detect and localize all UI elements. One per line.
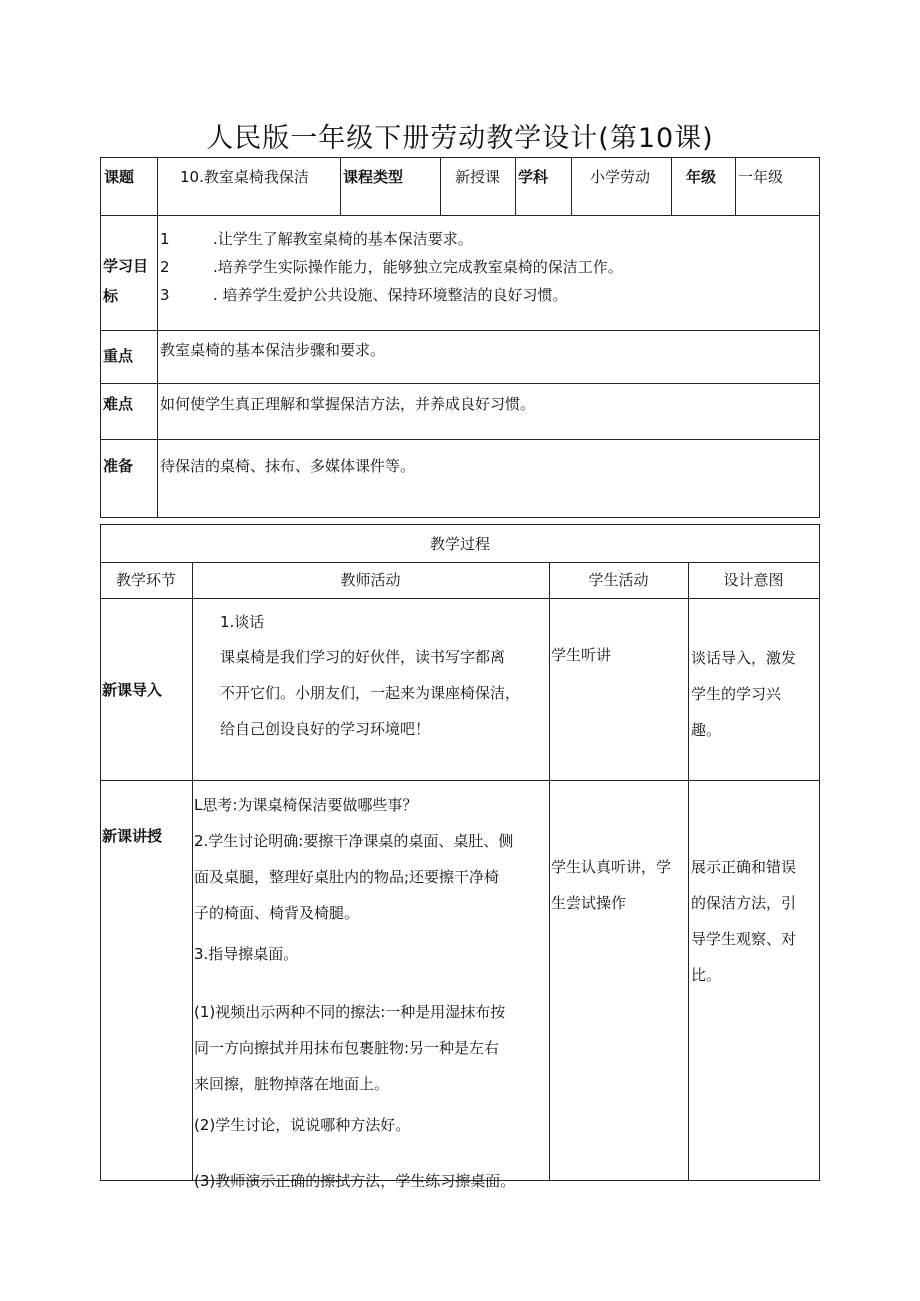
grade-value: 一年级 bbox=[738, 168, 784, 186]
teacher-line: (3)教师演示正确的擦拭方法，学生练习擦桌面。 bbox=[194, 1172, 516, 1190]
difficulty-label: 难点 bbox=[103, 395, 134, 413]
objective-number: 1 bbox=[160, 230, 170, 248]
intent-line: 谈话导入，激发 bbox=[691, 649, 797, 667]
course-type-value: 新授课 bbox=[455, 168, 501, 186]
objectives-label-cont: 标 bbox=[103, 287, 119, 305]
objectives-label: 学习目 bbox=[103, 257, 149, 275]
teacher-line: 来回擦，脏物掉落在地面上。 bbox=[194, 1075, 390, 1093]
teacher-line: 面及桌腿，整理好桌肚内的物品;还要擦干净椅 bbox=[194, 868, 500, 886]
document-title: 人民版一年级下册劳动教学设计(第10课) bbox=[206, 123, 714, 154]
intent-line: 学生的学习兴 bbox=[691, 685, 782, 703]
teacher-line: L思考:为课桌椅保洁要做哪些事？ bbox=[194, 796, 418, 814]
objective-text: .培养学生实际操作能力，能够独立完成教室桌椅的保洁工作。 bbox=[213, 258, 623, 276]
teacher-line: (2)学生讨论，说说哪种方法好。 bbox=[194, 1116, 411, 1134]
stage-label: 新课导入 bbox=[102, 681, 163, 699]
preparation-label: 准备 bbox=[103, 457, 134, 475]
header-student: 学生活动 bbox=[588, 571, 649, 589]
objective-number: 3 bbox=[160, 286, 170, 304]
intent-line: 展示正确和错误 bbox=[691, 858, 797, 876]
process-title: 教学过程 bbox=[429, 535, 490, 553]
course-value: 10.教室桌椅我保洁 bbox=[180, 168, 309, 186]
student-line: 生尝试操作 bbox=[551, 894, 627, 912]
teacher-line: 2.学生讨论明确:要擦干净课桌的桌面、桌肚、侧 bbox=[194, 832, 514, 850]
teacher-line: 3.指导擦桌面。 bbox=[194, 945, 299, 963]
objective-text: .让学生了解教室桌椅的基本保洁要求。 bbox=[213, 230, 473, 248]
teacher-line: 课桌椅是我们学习的好伙伴，读书写字都离 bbox=[220, 648, 506, 666]
header-stage: 教学环节 bbox=[115, 571, 176, 589]
teacher-line: 给自己创设良好的学习环境吧！ bbox=[220, 720, 431, 738]
intent-line: 导学生观察、对 bbox=[691, 930, 797, 948]
teacher-line: 1.谈话 bbox=[220, 613, 265, 631]
teacher-line-cut bbox=[190, 1168, 550, 1190]
teacher-line: 子的椅面、椅背及椅腿。 bbox=[194, 904, 360, 922]
key-point-value: 教室桌椅的基本保洁步骤和要求。 bbox=[160, 341, 386, 359]
course-label: 课题 bbox=[104, 168, 135, 186]
course-type-label: 课程类型 bbox=[343, 168, 404, 186]
objective-number: 2 bbox=[160, 258, 170, 276]
intent-line: 的保洁方法，引 bbox=[691, 894, 797, 912]
header-teacher: 教师活动 bbox=[340, 571, 401, 589]
preparation-value: 待保洁的桌椅、抹布、多媒体课件等。 bbox=[160, 457, 416, 475]
teacher-line: 不开它们。小朋友们，一起来为课座椅保洁， bbox=[220, 684, 521, 702]
student-line: 学生认真听讲，学 bbox=[551, 858, 672, 876]
objective-text: . 培养学生爱护公共设施、保持环境整洁的良好习惯。 bbox=[213, 286, 568, 304]
subject-label: 学科 bbox=[518, 168, 549, 186]
teacher-line: 同一方向擦拭并用抹布包裹脏物:另一种是左右 bbox=[194, 1039, 500, 1057]
difficulty-value: 如何使学生真正理解和掌握保洁方法，并养成良好习惯。 bbox=[160, 395, 536, 413]
header-intent: 设计意图 bbox=[723, 571, 784, 589]
subject-value: 小学劳动 bbox=[590, 168, 651, 186]
stage-label: 新课讲授 bbox=[102, 827, 163, 845]
teacher-line: (1)视频出示两种不同的擦法:一种是用湿抹布按 bbox=[194, 1003, 506, 1021]
student-line: 学生听讲 bbox=[551, 646, 612, 664]
key-point-label: 重点 bbox=[103, 347, 134, 365]
intent-line: 趣。 bbox=[691, 721, 722, 739]
grade-label: 年级 bbox=[686, 168, 717, 186]
intent-line: 比。 bbox=[691, 966, 722, 984]
